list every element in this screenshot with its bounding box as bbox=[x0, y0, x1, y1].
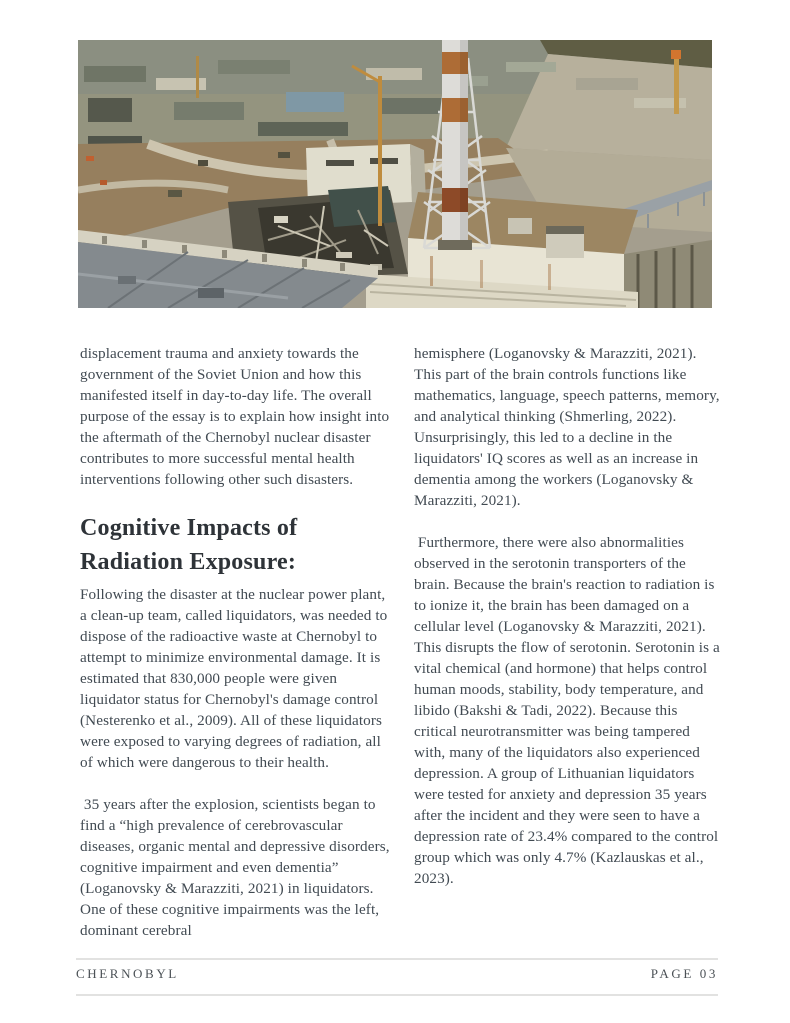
hero-photo bbox=[78, 40, 712, 308]
footer-divider-top bbox=[76, 958, 718, 960]
article-body bbox=[80, 343, 722, 941]
section-heading: Cognitive Impacts of Radiation Exposure: bbox=[80, 515, 298, 575]
right-column bbox=[414, 343, 722, 941]
paragraph: Furthermore, there were also abnormalities observed in the serotonin transporters of the brain. Because the brain's reaction to radiation is to ionize it, the brain has been damaged on a cellular level (Loganovsky & Marazziti, 2021). This disrupts the flow of serotonin. Serotonin is a vital chemical (and hormone) that helps control human moods, stability, body temperature, and libido (Bakshi & Tadi, 2022). Because this critical neurotransmitter was being tampered with, many of the liquidators also experienced depression. A group of Lithuanian liquidators were tested for anxiety and depression 35 years after the incident and they were seen to have a depression rate of 23.4% compared to the control group which was only 4.7% (Kazlauskas et al., 2023). bbox=[414, 534, 724, 887]
paragraph: Following the disaster at the nuclear power plant, a clean-up team, called liquidators, was needed to dispose of the radioactive waste at Chernobyl to attempt to minimize environmental damage. It is estimated that 830,000 people were given liquidator status for Chernobyl's damage control (Nesterenko et al., 2009). All of these liquidators were exposed to varying degrees of radiation, all of which were dangerous to their health. bbox=[80, 586, 392, 771]
paragraph: displacement trauma and anxiety towards the government of the Soviet Union and how this manifested itself in day-to-day life. The overall purpose of the essay is to explain how insight into the aftermath of the Chernobyl nuclear disaster contributes to more successful mental health interventions following other such disasters. bbox=[80, 345, 394, 488]
paragraph: 35 years after the explosion, scientists began to find a “high prevalence of cerebrovascular diseases, organic mental and depressive disorders, cognitive impairment and even dementia” (Loganovsky & Marazziti, 2021) in liquidators. One of these cognitive impairments was the left, dominant cerebral bbox=[80, 796, 394, 939]
chernobyl-photo-illustration bbox=[78, 40, 712, 308]
footer-page-number: PAGE 03 bbox=[650, 966, 718, 981]
paragraph: hemisphere (Loganovsky & Marazziti, 2021). This part of the brain controls functions like mathematics, language, speech patterns, memory, and analytical thinking (Shmerling, 2022). Unsurprisingly, this led to a decline in the liquidators' IQ scores as well as an increase in dementia among the workers (Loganovsky & Marazziti, 2021). bbox=[414, 345, 724, 509]
footer-divider-bottom bbox=[76, 994, 718, 996]
footer-document-title: CHERNOBYL bbox=[76, 966, 179, 981]
footer bbox=[76, 966, 718, 982]
left-column bbox=[80, 343, 392, 941]
